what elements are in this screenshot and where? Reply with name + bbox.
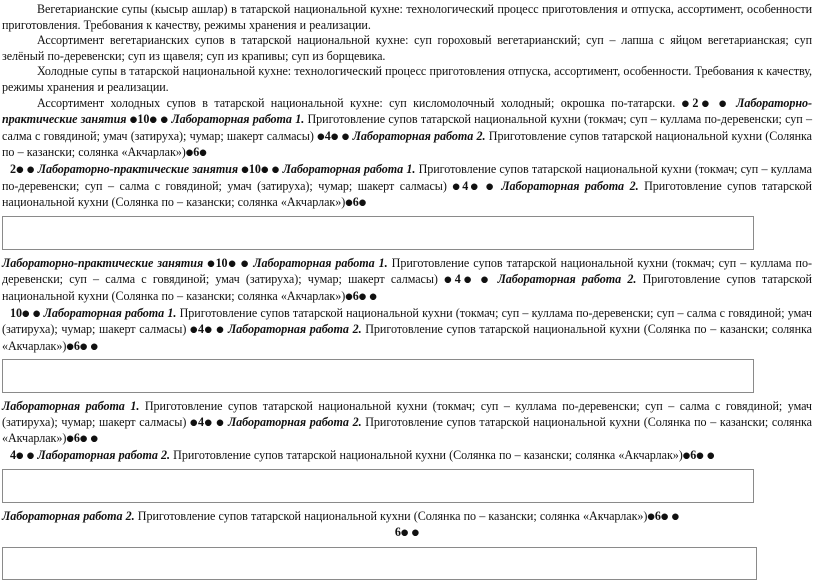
paragraph-vegetarian-soups-intro [2, 2, 812, 33]
empty-box-3[interactable] [2, 469, 754, 503]
block-c-number-after1: 4 [454, 272, 461, 287]
block-a-body1: Приготовление супов татарской национальной кухни (токмач; суп – куллама по-деревенски; суп – салма с говядиной; умач (затируха); чумар; шакерт салмасы) [2, 112, 812, 143]
bullet-marker: ● [190, 325, 199, 336]
bullet-marker: ● [149, 115, 158, 126]
bullet-marker: ● [660, 511, 669, 522]
bullet-marker: ● [671, 511, 680, 522]
bullet-marker: ● [190, 417, 199, 428]
block-f-number-after2: 6 [690, 448, 697, 463]
bullet-marker: ● [32, 308, 41, 319]
bullet-marker: ● [706, 451, 715, 462]
bullet-marker: ● [260, 164, 269, 175]
block-g-heading-lab2: Лабораторная работа 2. [2, 508, 135, 523]
bullet-marker: ● [485, 181, 496, 192]
bullet-marker: ● [160, 115, 169, 126]
block-e-body2: Приготовление супов татарской национальной кухни (Солянка по – казански; солянка «Акчарлак») [2, 414, 812, 446]
bullet-marker: ● [240, 258, 250, 269]
block-b-heading-lab1: Лабораторная работа 1. [282, 161, 416, 176]
block-g-number-after2: 6 [654, 508, 661, 523]
bullet-marker: ● [358, 198, 367, 209]
bullet-marker: ● [698, 98, 713, 109]
bullet-marker: ● [682, 451, 691, 462]
empty-box-4[interactable] [2, 547, 757, 580]
block-a-heading-practical: Лабораторно-практические занятия [2, 95, 812, 127]
bullet-marker: ● [16, 164, 24, 175]
block-e-heading-lab1: Лабораторная работа 1. [2, 399, 140, 414]
block-d-heading-lab1: Лабораторная работа 1. [43, 305, 177, 320]
bullet-marker: ● [66, 434, 74, 445]
bullet-marker: ● [468, 181, 481, 192]
bullet-marker: ● [90, 434, 99, 445]
bullet-marker: ● [129, 115, 138, 126]
block-g-body2: Приготовление супов татарской национальной кухни (Солянка по – казански; солянка «Акчарлак») [137, 508, 648, 523]
block-b-number-mid: 10 [248, 161, 261, 176]
paragraph-text: Холодные супы в татарской национальной кухне: технологический процесс приготовления отпуска, ассортимент, особенности. Требования к качеству, режимы хранения и реализации. [2, 64, 812, 94]
block-f-number-before: 4 [10, 448, 16, 463]
bullet-marker: ● [204, 417, 213, 428]
bullet-marker: ● [66, 341, 74, 352]
block-f-body2: Приготовление супов татарской национальной кухни (Солянка по – казански; солянка «Акчарлак») [173, 448, 683, 463]
block-d-heading-lab2: Лабораторная работа 2. [227, 322, 362, 337]
bullet-marker: ● [411, 528, 420, 539]
bullet-marker: ● [216, 325, 225, 336]
paragraph-block-b [2, 162, 812, 212]
bullet-marker: ● [718, 98, 730, 109]
orphan-number: 6 [394, 525, 401, 540]
bullet-marker: ● [241, 164, 249, 175]
block-d-body2: Приготовление супов татарской национальной кухни (Солянка по – казански; солянка «Акчарлак») [2, 322, 812, 353]
bullet-marker: ● [696, 451, 704, 462]
paragraph-block-e [2, 399, 812, 448]
block-b-heading-lab2: Лабораторная работа 2. [501, 178, 639, 193]
block-e-number-after1: 4 [198, 414, 205, 429]
bullet-marker: ● [317, 131, 325, 142]
bullet-marker: ● [369, 291, 377, 302]
bullet-marker: ● [681, 98, 693, 109]
block-b-body1: Приготовление супов татарской национальной кухни (токмач; суп – куллама по-деревенски; суп – салма с говядиной; умач (затируха); чумар; шакерт салмасы) [2, 161, 812, 193]
block-b-number-after1: 4 [462, 178, 469, 193]
paragraph-block-d [2, 306, 812, 356]
block-c-body1: Приготовление супов татарской национальной кухни (токмач; суп – куллама по-деревенски; суп – салма с говядиной; умач (затируха); чумар; шакерт салмасы) [2, 255, 812, 287]
block-c-number-mid: 10 [215, 255, 228, 270]
block-a-heading-lab1: Лабораторная работа 1. [171, 112, 305, 127]
block-c-heading-lab1: Лабораторная работа 1. [253, 255, 388, 270]
block-d-body1: Приготовление супов татарской национальной кухни (токмач; суп – куллама по-деревенски; суп – салма с говядиной; умач (затируха); чумар; шакерт салмасы) [2, 305, 812, 337]
bullet-marker: ● [26, 451, 35, 462]
bullet-marker: ● [22, 308, 30, 319]
block-a-number-before: 2 [692, 95, 699, 110]
block-c-heading-lab2: Лабораторная работа 2. [497, 272, 637, 287]
block-e-body1: Приготовление супов татарской национальной кухни (токмач; суп – куллама по-деревенски; суп – салма с говядиной; умач (затируха); чумар; шакерт салмасы) [2, 399, 812, 429]
paragraph-block-c [2, 256, 812, 306]
bullet-marker: ● [79, 341, 88, 352]
block-d-number-after2: 6 [73, 338, 80, 353]
bullet-marker: ● [204, 325, 213, 336]
bullet-marker: ● [460, 275, 475, 286]
bullet-marker: ● [330, 131, 339, 142]
block-c-heading-practical: Лабораторно-практические занятия [2, 255, 204, 270]
bullet-marker: ● [345, 198, 353, 209]
block-a-body2: Приготовление супов татарской национальной кухни (Солянка по – казански; солянка «Акчарлак») [2, 128, 812, 160]
bullet-marker: ● [216, 417, 225, 428]
bullet-marker: ● [185, 148, 194, 159]
paragraph-vegetarian-soups-assortment [2, 33, 812, 64]
paragraph-block-f [2, 448, 812, 465]
bullet-marker: ● [452, 181, 463, 192]
block-a-heading-lab2: Лабораторная работа 2. [352, 128, 486, 143]
bullet-marker: ● [444, 275, 455, 286]
block-f-heading-lab2: Лабораторная работа 2. [37, 448, 170, 463]
block-e-heading-lab2: Лабораторная работа 2. [227, 414, 362, 429]
block-d-number-before: 10 [10, 305, 22, 320]
paragraph-block-g [2, 509, 812, 526]
paragraph-cold-soups-assortment [2, 96, 812, 162]
block-e-number-after2: 6 [73, 431, 80, 446]
paragraph-text: Ассортимент холодных супов в татарской национальной кухне: суп кисломолочный холодный; окрошка по-татарски. [37, 95, 676, 110]
block-b-body2: Приготовление супов татарской национальной кухни (Солянка по – казански; солянка «Акчарлак») [2, 178, 812, 210]
bullet-marker: ● [199, 148, 207, 159]
bullet-marker: ● [358, 291, 367, 302]
bullet-marker: ● [345, 291, 353, 302]
bullet-marker: ● [480, 275, 492, 286]
bullet-marker: ● [90, 341, 99, 352]
bullet-marker: ● [207, 258, 216, 269]
block-b-number-after2: 6 [352, 195, 359, 210]
empty-box-1[interactable] [2, 216, 754, 250]
block-b-heading-practical: Лабораторно-практические занятия [37, 161, 239, 176]
bullet-marker: ● [647, 511, 655, 522]
paragraph-orphan-number [2, 525, 812, 542]
empty-box-2[interactable] [2, 359, 754, 393]
bullet-marker: ● [79, 434, 88, 445]
paragraph-cold-soups-intro [2, 64, 812, 95]
block-c-number-after2: 6 [352, 288, 359, 303]
block-a-number-after2: 6 [193, 145, 200, 160]
block-d-number-after1: 4 [198, 322, 205, 337]
block-a-number-mid: 10 [137, 112, 150, 127]
bullet-marker: ● [341, 131, 350, 142]
bullet-marker: ● [271, 164, 280, 175]
block-c-body2: Приготовление супов татарской национальной кухни (Солянка по – казански; солянка «Акчарлак») [2, 272, 812, 303]
bullet-marker: ● [400, 528, 409, 539]
paragraph-text: Ассортимент вегетарианских супов в татарской национальной кухне: суп гороховый вегетарианский; суп – лапша с яйцом вегетарианская; суп зелёный по-деревенски; суп из щавеля; суп из крапивы; суп из борщевика. [2, 33, 812, 63]
paragraph-text: Вегетарианские супы (кысыр ашлар) в татарской национальной кухне: технологический процесс приготовления и отпуска, ассортимент, особенности приготовления. Требования к качеству, режимы хранения и реализации. [2, 2, 812, 32]
bullet-marker: ● [26, 164, 35, 175]
bullet-marker: ● [227, 258, 237, 269]
block-b-number-before: 2 [10, 161, 16, 176]
bullet-marker: ● [16, 451, 24, 462]
block-a-number-after1: 4 [324, 128, 331, 143]
